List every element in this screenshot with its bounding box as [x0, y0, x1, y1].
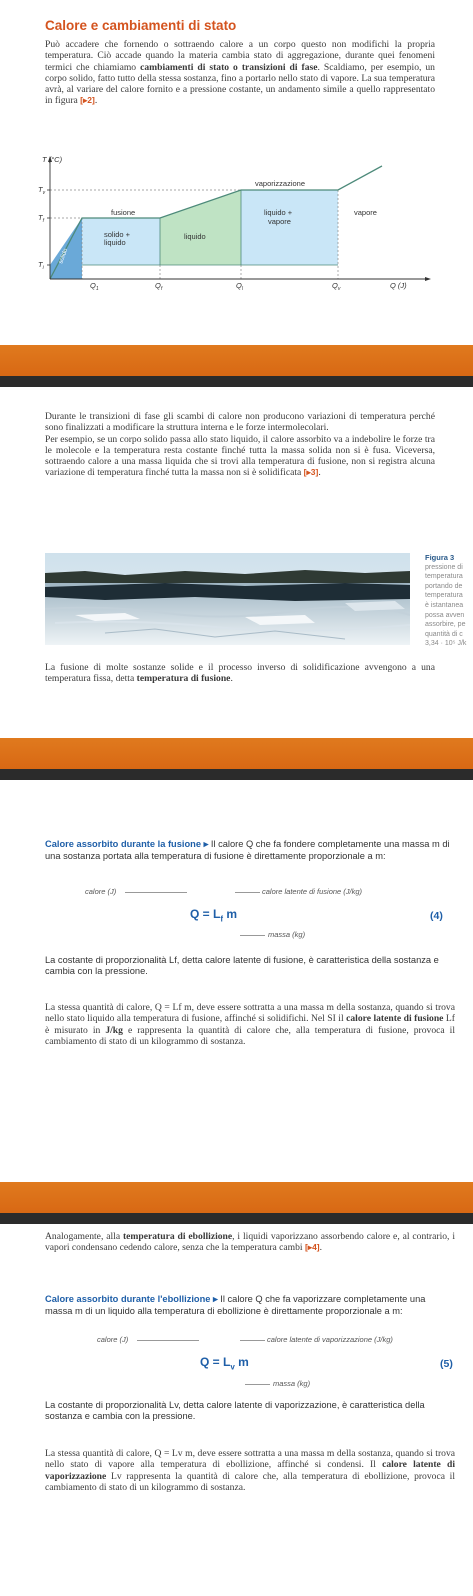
region-liquid	[160, 190, 241, 265]
intro-text-b: . Scaldiamo, per esempio, un corpo solido, fatto tutto della stessa sostanza, fino a portarlo nello stato di vapore. La sua temperatura avrà, al variare del calore fornito e a pressione costante, un andamento simile a quello rappresentato in figura	[45, 61, 435, 107]
xtick-ql: $Q_l$	[236, 281, 243, 292]
boiling-box-title	[45, 1294, 455, 1317]
svg-text:liquido: liquido	[104, 238, 126, 247]
intro-end: .	[94, 95, 98, 107]
label-liquido: liquido	[184, 232, 206, 241]
section2-p2-end: .	[318, 467, 321, 479]
section2-paragraph-1: Durante le transizioni di fase gli scambi di calore non producono variazioni di temperatura perché sono finalizzati a modificare la struttura interna e le forze intermolecolari.	[45, 411, 435, 434]
section-title: Calore e cambiamenti di stato	[45, 18, 237, 33]
massa-arrow	[240, 935, 265, 936]
formula-m-2: m	[234, 1355, 249, 1369]
intro-paragraph	[45, 39, 435, 107]
formula-sub-2: v	[230, 1362, 235, 1372]
section5-text-a: La stessa quantità di calore, Q = Lv m, deve essere sottratta a una massa m della sostanza, quando si trova nello stato di vapore alla temperatura di ebollizione, affinché si condensi. Il	[45, 1448, 455, 1471]
page-separator-3	[0, 1182, 473, 1224]
label-vapore: vapore	[354, 208, 377, 217]
section3-bold-1: calore latente di fusione	[346, 1013, 444, 1025]
section3-paragraph	[45, 1002, 455, 1047]
svg-text:vapore: vapore	[268, 217, 291, 226]
fusion-box-note: La costante di proporzionalità Lf, detta calore latente di fusione, è caratteristica della sostanza e cambia con la pressione.	[45, 955, 439, 977]
fig3-line: portando de	[425, 582, 463, 590]
section3-text-c: e rappresenta la quantità di calore che, alla temperatura di fusione, provoca il cambiamento di stato di un kilogrammo di sostanza.	[45, 1024, 455, 1047]
ytick-tf: $T_f$	[38, 213, 44, 224]
figure-ref-2[interactable]: [▸2]	[80, 95, 95, 106]
phase-change-chart	[32, 152, 452, 300]
figure-3-title: Figura 3	[425, 553, 455, 562]
frozen-lake-photo	[45, 553, 410, 645]
frozen-lake-image	[45, 553, 410, 645]
label-solido-liquido: solido +	[104, 230, 131, 239]
intro-bold: cambiamenti di stato o transizioni di fase	[140, 61, 318, 73]
section4-text-b: , i liquidi vaporizzano assorbendo calore e, al contrario, i vapori condensano cedendo calore, senza che la temperatura cambi	[45, 1231, 455, 1254]
latente-arrow	[235, 892, 260, 893]
calore-arrow-2	[137, 1340, 199, 1341]
calore-arrow	[125, 892, 187, 893]
region-liquid-vapour	[241, 190, 338, 265]
x-axis-label: Q (J)	[390, 281, 407, 290]
intro-text-a: Può accadere che fornendo o sottraendo calore a un corpo questo non modifichi la propria temperatura. Ciò accade quando la materia cambia stato di aggregazione, durante quei fenomeni termici che chiamiamo	[45, 39, 435, 73]
fig3-line: assorbire, pe	[425, 621, 466, 629]
section4-end: .	[319, 1242, 323, 1254]
section4-paragraph	[45, 1231, 455, 1254]
page-3	[0, 780, 473, 1182]
ytick-ti: $T_i$	[38, 260, 44, 271]
label-calore: calore (J)	[85, 887, 117, 896]
section5-bold: calore latente di vaporizzazione	[45, 1459, 455, 1482]
xtick-qf: $Q_f$	[155, 281, 163, 292]
section4-bold: temperatura di ebollizione	[122, 1231, 233, 1242]
fig3-line: quantità di c	[425, 630, 463, 638]
formula-main-2: Q = L	[200, 1355, 231, 1369]
formula-main: Q = L	[190, 907, 221, 921]
fusion-box-title	[45, 839, 455, 862]
label-massa: massa (kg)	[268, 930, 306, 939]
boiling-box-heading: Calore assorbito durante l'ebollizione ▸	[45, 1294, 218, 1304]
label-latente-vaporizzazione: calore latente di vaporizzazione (J/kg)	[267, 1335, 393, 1344]
formula-m: m	[223, 907, 238, 921]
fusion-formula	[190, 907, 237, 923]
fusion-box-text: Il calore Q che fa fondere completamente una massa m di una sostanza portata alla temperatura di fusione è direttamente proporzionale a m:	[45, 839, 450, 861]
section5-paragraph	[45, 1448, 455, 1493]
page-separator-1	[0, 345, 473, 387]
caption-end: .	[230, 673, 233, 685]
label-fusione: fusione	[111, 208, 136, 217]
section3-bold-2: J/kg	[105, 1024, 123, 1036]
section3-text-a: La stessa quantità di calore, Q = Lf m, deve essere sottratta a una massa m della sostanza, quando si trova nello stato liquido alla temperatura di fusione, affinché si solidifichi. Nel SI il	[45, 1002, 455, 1025]
page-2	[0, 387, 473, 710]
figure-ref-3[interactable]: [▸3]	[303, 467, 319, 478]
label-vaporizzazione: vaporizzazione	[255, 179, 306, 188]
fig3-line: è istantanea	[425, 601, 464, 609]
label-massa-2: massa (kg)	[273, 1379, 311, 1388]
section2-text	[45, 411, 435, 479]
page-1	[0, 0, 473, 345]
boiling-box-note: La costante di proporzionalità Lv, detta calore latente di vaporizzazione, è caratteristica della sostanza e cambia con la pressione.	[45, 1400, 425, 1422]
section2-p2-text: Per esempio, se un corpo solido passa allo stato liquido, il calore assorbito va a indebolire le forze tra le molecole e la temperatura resta costante finché tutta la massa solida non si è fusa. Viceversa, sottraendo calore a una massa liquida che si trovi alla temperatura di fusione, non si registra alcuna variazione di temperatura finché tutta la massa non si è solidificata	[45, 433, 435, 479]
label-solido: solido	[58, 247, 70, 265]
equation-number-4: (4)	[430, 910, 443, 922]
fig3-line: possa avven	[425, 611, 465, 619]
figure-ref-4[interactable]: [▸4]	[304, 1242, 320, 1253]
section5-text-b: Lv rappresenta la quantità di calore che, alla temperatura di ebollizione, provoca il cambiamento di stato di un kilogrammo di sostanza.	[45, 1470, 455, 1493]
label-latente-fusione: calore latente di fusione (J/kg)	[262, 887, 363, 896]
fig3-line: temperatura	[425, 573, 463, 581]
section4-text-a: Analogamente, alla	[45, 1231, 123, 1242]
xtick-q1: $Q_1$	[90, 281, 99, 292]
latente-arrow-2	[240, 1340, 265, 1341]
caption-text: La fusione di molte sostanze solide e il processo inverso di solidificazione avvengono a una temperatura fissa, detta	[45, 662, 435, 685]
label-calore-2: calore (J)	[97, 1335, 129, 1344]
fig3-line: pressione di	[425, 563, 463, 571]
equation-number-5: (5)	[440, 1358, 453, 1370]
section2-caption	[45, 662, 435, 685]
page-separator-2	[0, 738, 473, 780]
figure-3-caption	[425, 553, 473, 649]
y-axis-label: T (°C)	[42, 155, 63, 164]
boiling-formula	[200, 1355, 249, 1371]
page-4	[0, 1224, 473, 1596]
formula-sub: f	[220, 914, 224, 924]
caption-bold: temperatura di fusione	[136, 673, 231, 685]
label-liquido-vapore: liquido +	[264, 208, 293, 217]
section2-paragraph-2	[45, 434, 435, 479]
fig3-line: temperatura	[425, 592, 463, 600]
fusion-box-heading: Calore assorbito durante la fusione ▸	[45, 839, 209, 849]
massa-arrow-2	[245, 1384, 270, 1385]
section3-text-b: Lf è misurato in	[45, 1013, 455, 1036]
boiling-box-text: Il calore Q che fa vaporizzare completamente una massa m di un liquido alla temperatura di ebollizione è direttamente proporzionale a m:	[45, 1294, 426, 1316]
ytick-tv: $T_v$	[38, 185, 46, 196]
fig3-line: 3,34 · 10⁵ J/k	[425, 640, 467, 648]
xtick-qv: $Q_v$	[332, 281, 341, 292]
chart-svg	[32, 152, 452, 300]
